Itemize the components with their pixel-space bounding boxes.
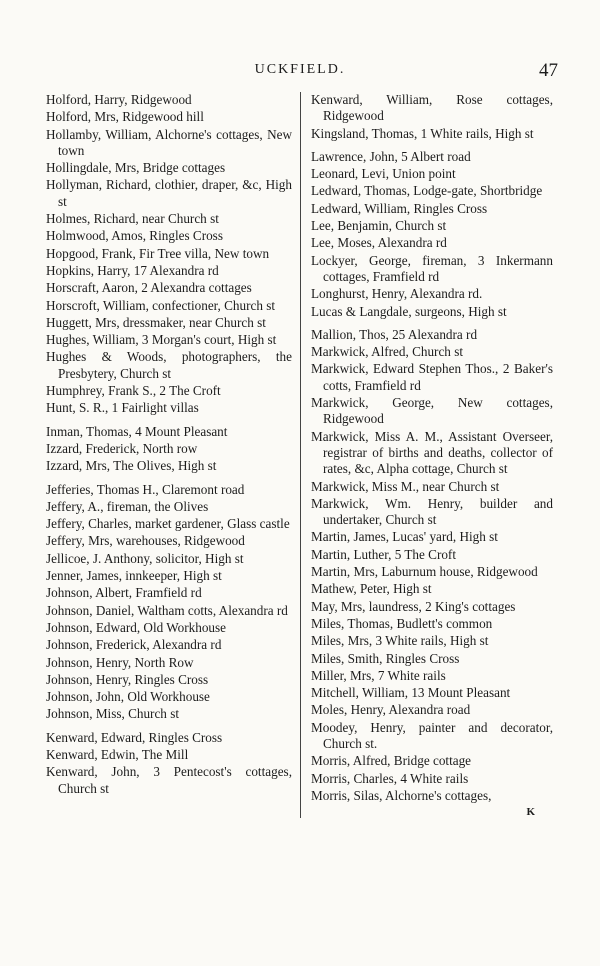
directory-entry: Miles, Smith, Ringles Cross xyxy=(311,650,460,666)
directory-entry: Izzard, Frederick, North row xyxy=(46,440,198,456)
directory-entry: Ledward, William, Ringles Cross xyxy=(311,200,488,216)
directory-entry: May, Mrs, laundress, 2 King's cottages xyxy=(311,598,516,614)
directory-entry: Moles, Henry, Alexandra road xyxy=(311,702,471,718)
directory-entry: Jeffery, A., fireman, the Olives xyxy=(46,498,209,514)
directory-entry: Hollingdale, Mrs, Bridge cottages xyxy=(46,160,226,176)
directory-entry: Martin, Mrs, Laburnum house, Ridgewood xyxy=(311,564,538,580)
directory-entry: Kingsland, Thomas, 1 White rails, High st xyxy=(311,125,534,141)
directory-entry: Markwick, Wm. Henry, builder and undertaker, Church st xyxy=(311,495,553,528)
directory-entry: Kenward, Edwin, The Mill xyxy=(46,746,189,762)
directory-entry: Johnson, John, Old Workhouse xyxy=(46,689,210,705)
directory-entry: Morris, Alfred, Bridge cottage xyxy=(311,753,472,769)
directory-entry: Hughes & Woods, photographers, the Presbytery, Church st xyxy=(46,349,292,381)
directory-entry: Johnson, Frederick, Alexandra rd xyxy=(46,637,222,653)
signature-mark: K xyxy=(526,806,535,819)
directory-entry: Holmes, Richard, near Church st xyxy=(46,211,219,227)
right-column xyxy=(300,92,553,818)
directory-entry: Lee, Moses, Alexandra rd xyxy=(311,235,447,251)
page-number: 47 xyxy=(539,60,558,81)
directory-entry: Jeffery, Charles, market gardener, Glass castle xyxy=(46,516,290,532)
directory-entry: Jellicoe, J. Anthony, solicitor, High st xyxy=(46,550,244,566)
directory-entry: Hollyman, Richard, clothier, draper, &c, High st xyxy=(46,177,292,209)
directory-entry: Hopkins, Harry, 17 Alexandra rd xyxy=(46,262,219,278)
directory-entry: Johnson, Henry, Ringles Cross xyxy=(46,671,209,687)
left-column xyxy=(46,92,300,818)
directory-entry: Lucas & Langdale, surgeons, High st xyxy=(311,303,507,319)
directory-entry: Hopgood, Frank, Fir Tree villa, New town xyxy=(46,245,270,261)
directory-entry: Hunt, S. R., 1 Fairlight villas xyxy=(46,400,199,416)
directory-entry: Hughes, William, 3 Morgan's court, High st xyxy=(46,332,277,348)
directory-entry: Moodey, Henry, painter and decorator, Church st. xyxy=(311,719,553,751)
directory-entry: Miles, Mrs, 3 White rails, High st xyxy=(311,633,489,649)
directory-entry: Longhurst, Henry, Alexandra rd. xyxy=(311,286,483,302)
directory-entry: Kenward, John, 3 Pentecost's cottages, Church st xyxy=(46,764,292,796)
directory-entry: Johnson, Miss, Church st xyxy=(46,706,179,722)
directory-entry: Martin, Luther, 5 The Croft xyxy=(311,546,456,562)
directory-entry: Ledward, Thomas, Lodge-gate, Shortbridge xyxy=(311,183,543,199)
directory-entry: Markwick, Alfred, Church st xyxy=(311,344,463,360)
directory-entry: Martin, James, Lucas' yard, High st xyxy=(311,529,498,545)
page-header xyxy=(40,62,560,88)
directory-entry: Humphrey, Frank S., 2 The Croft xyxy=(46,383,221,399)
directory-entry: Lawrence, John, 5 Albert road xyxy=(311,148,471,164)
directory-entry: Miles, Thomas, Budlett's common xyxy=(311,615,493,631)
directory-entry: Holmwood, Amos, Ringles Cross xyxy=(46,228,223,244)
directory-entry: Holford, Mrs, Ridgewood hill xyxy=(46,109,204,125)
directory-entry: Mallion, Thos, 25 Alexandra rd xyxy=(311,326,478,342)
directory-entry: Lee, Benjamin, Church st xyxy=(311,218,447,234)
directory-entry: Markwick, Edward Stephen Thos., 2 Baker's cotts, Framfield rd xyxy=(311,361,553,393)
directory-entry: Horscroft, William, confectioner, Church st xyxy=(46,297,276,313)
directory-entry: Johnson, Henry, North Row xyxy=(46,654,194,670)
directory-entry: Holford, Harry, Ridgewood xyxy=(46,92,192,107)
directory-entry: Kenward, Edward, Ringles Cross xyxy=(46,729,223,745)
directory-entry: Markwick, Miss A. M., Assistant Overseer, registrar of births and deaths, collector of rates, &c, Alpha cottage, Church st xyxy=(311,428,553,477)
directory-entry: Leonard, Levi, Union point xyxy=(311,166,456,182)
directory-entry: Markwick, Miss M., near Church st xyxy=(311,478,500,494)
directory-entry: Huggett, Mrs, dressmaker, near Church st xyxy=(46,314,266,330)
directory-entry: Jenner, James, innkeeper, High st xyxy=(46,568,222,584)
directory-entry: Mathew, Peter, High st xyxy=(311,581,432,597)
directory-entry: Johnson, Albert, Framfield rd xyxy=(46,585,202,601)
directory-entry: Morris, Charles, 4 White rails xyxy=(311,770,469,786)
directory-entry: Johnson, Edward, Old Workhouse xyxy=(46,619,227,635)
directory-entry: Morris, Silas, Alchorne's cottages, xyxy=(311,787,492,803)
directory-entry: Markwick, George, New cottages, Ridgewood xyxy=(311,395,553,427)
right-column-entries xyxy=(311,92,553,804)
directory-entry: Inman, Thomas, 4 Mount Pleasant xyxy=(46,423,228,439)
directory-entry: Jefferies, Thomas H., Claremont road xyxy=(46,481,245,497)
directory-columns xyxy=(46,92,560,818)
directory-entry: Jeffery, Mrs, warehouses, Ridgewood xyxy=(46,533,245,549)
directory-entry: Johnson, Daniel, Waltham cotts, Alexandra rd xyxy=(46,602,288,618)
directory-entry: Lockyer, George, fireman, 3 Inkermann cottages, Framfield rd xyxy=(311,252,553,284)
directory-entry: Izzard, Mrs, The Olives, High st xyxy=(46,458,217,474)
directory-entry: Horscraft, Aaron, 2 Alexandra cottages xyxy=(46,280,252,296)
running-head: UCKFIELD. xyxy=(254,62,346,77)
directory-entry: Kenward, William, Rose cottages, Ridgewood xyxy=(311,92,553,124)
directory-entry: Hollamby, William, Alchorne's cottages, New town xyxy=(46,126,292,158)
directory-entry: Miller, Mrs, 7 White rails xyxy=(311,667,446,683)
directory-entry: Mitchell, William, 13 Mount Pleasant xyxy=(311,685,511,701)
